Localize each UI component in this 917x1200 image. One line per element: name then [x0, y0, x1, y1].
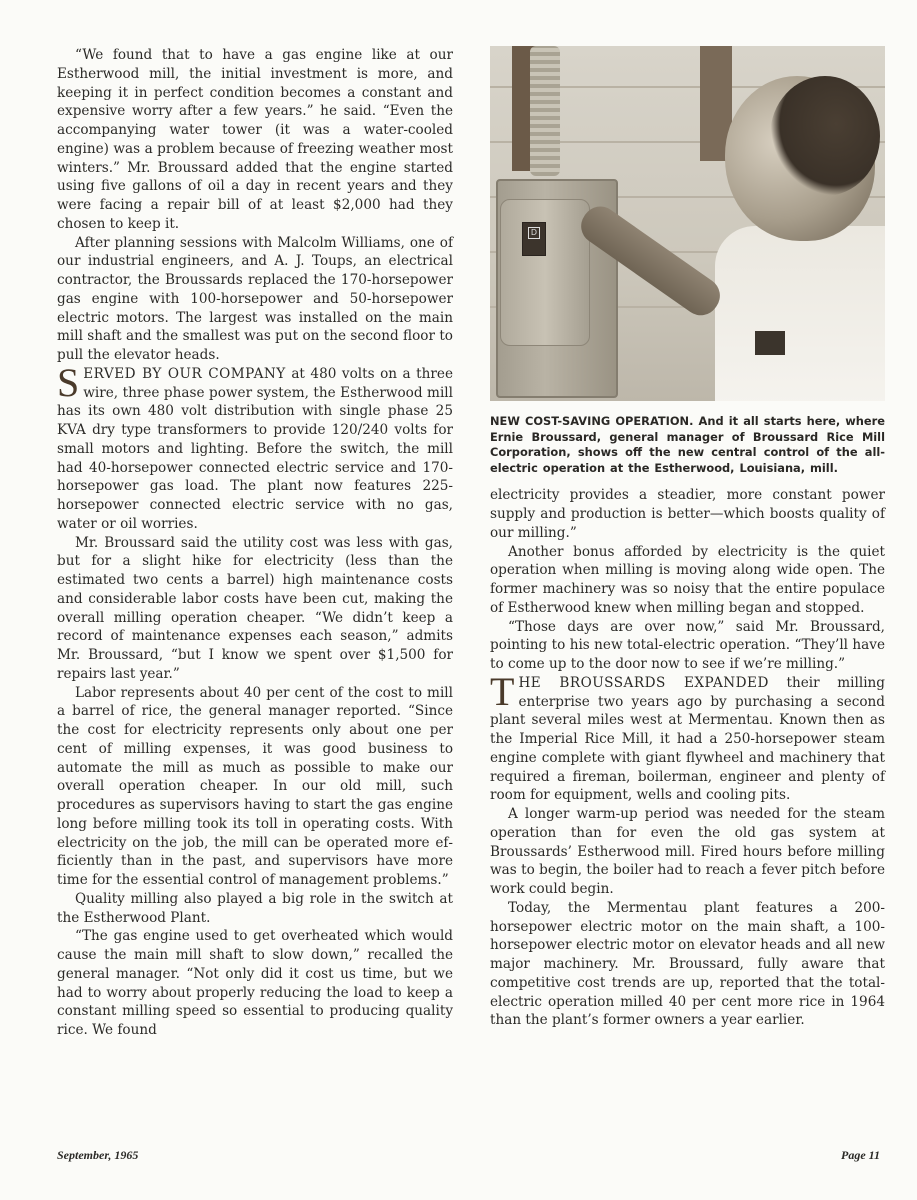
body-paragraph: “Those days are over now,” said Mr. Broussard, pointing to his new total-electric operation. “They’ll have to come up to the door now to see if we’re milling.” — [490, 618, 885, 673]
body-paragraph: “We found that to have a gas engine like at our Estherwood mill, the initial investment is more, and keeping it in perfect condition becomes a constant and expensive worry after a few years.” he said. “Even the accompanying water tower (it was a water-cooled engine) was a problem because of freezing weather most winters.” Mr. Broussard added that the engine started using five gallons of oil a day in recent years and they were facing a repair bill of at least $2,000 had they chosen to keep it. — [57, 47, 453, 232]
left-column — [57, 46, 453, 1040]
body-paragraph: After planning sessions with Malcolm Williams, one of our industrial engineers, and A. J. Toups, an electrical contractor, the Broussards replaced the 170-horsepower gas engine with 100-horsepower and 50-horsepower electric motors. The largest was installed on the main mill shaft and the smallest was put on the second floor to pull the elevator heads. — [57, 234, 453, 363]
square-d-logo-icon: D — [528, 227, 540, 239]
drop-cap: T — [490, 668, 515, 714]
section-lead: HE BROUSSARDS EXPANDED — [518, 674, 769, 691]
pocket-badge — [755, 331, 785, 355]
section-text: at 480 volts on a three wire, three phase power system, the Estherwood mill has its own 480 volt distribution with single phase 25 KVA dry type transformers to provide 120/240 volts for small motors and lighting. Before the switch, the mill had 40-horsepower connected electric service and 170-horsepower gas load. The plant now features 225-horsepower connected electric service with no gas, water or oil worries. — [57, 365, 453, 532]
photo-broussard-control-box — [490, 46, 885, 401]
body-paragraph: electricity provides a steadier, more constant power supply and production is better—which boosts quality of our milling.” — [490, 487, 885, 541]
body-paragraph: Quality milling also played a big role in the switch at the Estherwood Plant. — [57, 890, 453, 926]
issue-date: September, 1965 — [57, 1148, 139, 1162]
section-lead: ERVED BY OUR COMPANY — [83, 365, 286, 382]
conduit-pipe — [530, 46, 560, 176]
body-paragraph: Mr. Broussard said the utility cost was less with gas, but for a slight hike for electricity (less than the estimated two cents a barrel) high maintenance costs and considerable labor costs have been cut, making the overall milling operation cheaper. “We didn’t keep a record of maintenance expenses each season,” admits Mr. Broussard, “but I know we spent over $1,500 for repairs last year.” — [57, 534, 453, 682]
body-paragraph: Today, the Mermentau plant features a 200-horsepower electric motor on the main shaft, a 100-horsepower electric motor on elevator heads and all new major machinery. Mr. Broussard, fully aware that competitive cost trends are up, reported that the total-electric operation milled 40 per cent more rice in 1964 than the plant’s former owners a year earlier. — [490, 899, 885, 1029]
body-paragraph: Labor represents about 40 per cent of the cost to mill a barrel of rice, the general manager reported. “Since the cost for electricity represents only about one per cent of milling expenses, it was good business to automate the mill as much as possible to make our overall operation cheaper. In our old mill, such procedures as supervisors having to start the gas engine long before milling took its toll in operating costs. With electricity on the job, the mill can be operated more efficiently than in the past, and supervisors have more time for the essential control of management problems.” — [57, 684, 453, 888]
body-paragraph: A longer warm-up period was needed for the steam operation than for even the old gas system at Broussards’ Estherwood mill. Fired hours before milling was to begin, the boiler had to reach a fever pitch before work could begin. — [490, 806, 885, 898]
hair — [770, 76, 880, 196]
section-text: their milling enterprise two years ago by purchasing a second plant several miles west at Mermentau. Known then as the Imperial Rice Mill, it had a 250-horsepower steam engine complete with giant flywheel and machinery that required a fireman, boilerman, engineer and plenty of room for equipment, wells and cooling pits. — [490, 674, 885, 804]
photo-caption: NEW COST-SAVING OPERATION. And it all starts here, where Ernie Broussard, general manager of Broussard Rice Mill Corporation, shows off the new central control of the all-electric operation at the Estherwood, Louisiana, mill. — [490, 414, 885, 475]
white-shirt — [715, 226, 885, 401]
section-paragraph-expanded — [490, 668, 885, 805]
body-paragraph: “The gas engine used to get overheated which would cause the main mill shaft to slow down,” recalled the general manager. “Not only did it cost us time, but we had to worry about properly reducing the load to keep a constant milling speed so essential to producing quality rice. We found — [57, 928, 453, 1038]
page-number: Page 11 — [841, 1148, 880, 1162]
drop-cap: S — [57, 359, 80, 405]
manufacturer-plate — [522, 222, 546, 256]
body-paragraph: Another bonus afforded by electricity is the quiet operation when milling is moving along wide open. The former machinery was so noisy that the entire populace of Estherwood knew when milling began and stopped. — [490, 543, 885, 616]
section-paragraph-served — [57, 359, 453, 534]
right-column — [490, 46, 885, 1030]
